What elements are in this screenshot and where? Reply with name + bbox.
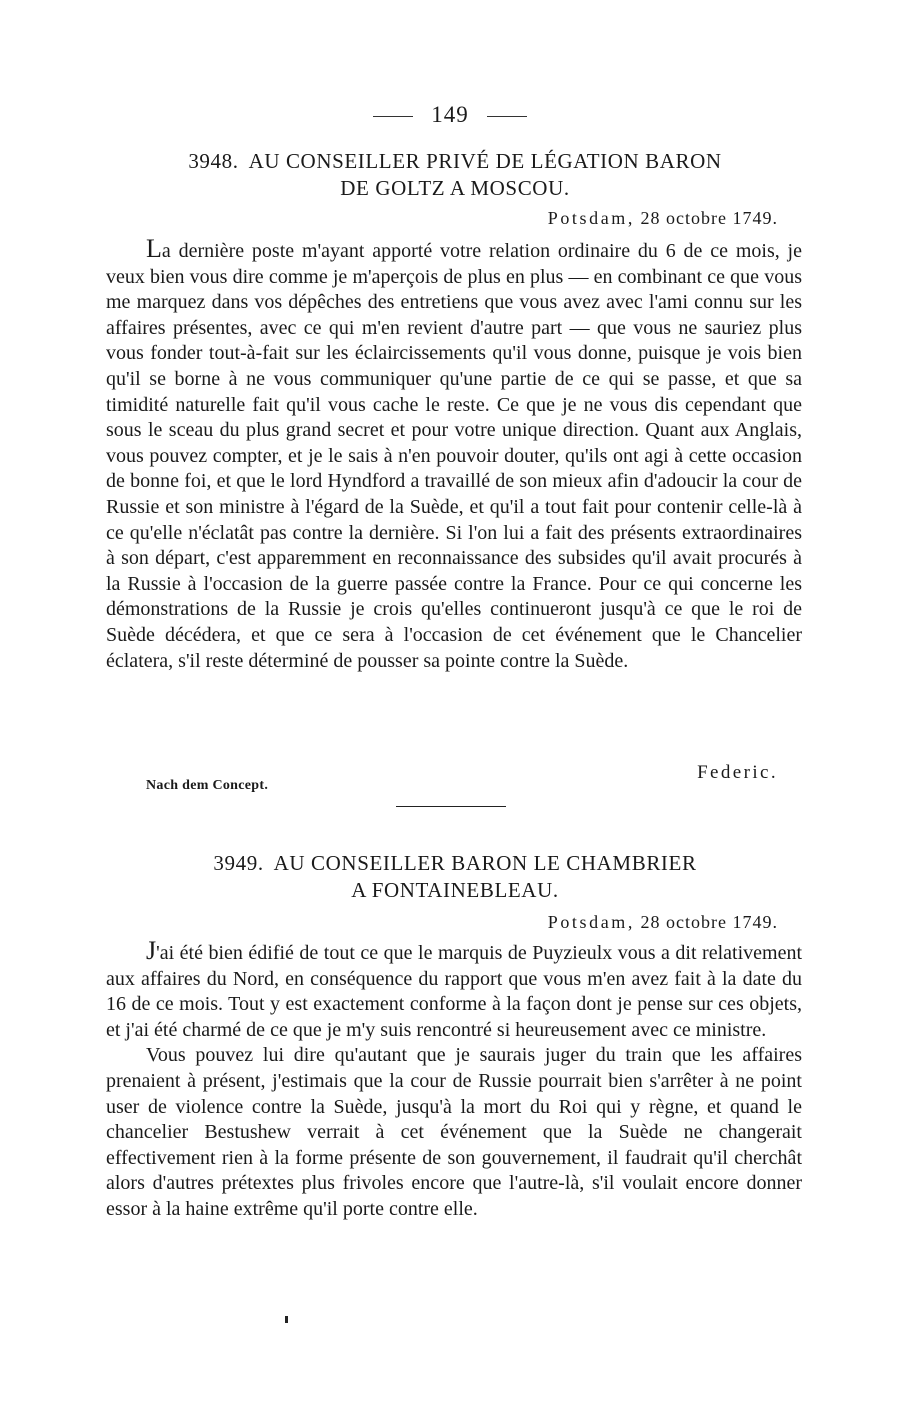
- section-divider: [396, 806, 506, 807]
- heading-line-2: A FONTAINEBLEAU.: [351, 878, 559, 902]
- dateline-date: 28 octobre 1749.: [640, 912, 778, 932]
- dateline: [548, 912, 778, 933]
- paragraph: [106, 236, 802, 674]
- initial-letter: J: [146, 936, 157, 965]
- dateline-place: Potsdam,: [547, 208, 636, 228]
- paragraph-text: a dernière poste m'ayant apporté votre relation ordinaire du 6 de ce mois, je veux bien vous dire comme je m'aperçois de plus en plus — en combinant ce que vous me marquez dans vos dépêches des entretiens que vous avez avec l'ami connu sur les affaires présentes, avec ce qui m'en revient d'autre part — que vous ne sauriez plus vous fonder tout-à-fait sur les éclaircissements qu'il vous donne, puisque je vois bien qu'il se borne à ne vous communiquer qu'une partie de ce qui se passe, et que sa timidité naturelle fait qu'il vous cache le reste. Ce que je ne vous dis cependant que sous le sceau du plus grand secret et pour votre unique direction. Quant aux Anglais, vous pouvez compter, et je le sais à n'en pouvoir douter, qu'ils ont agi à cette occasion de bonne foi, et que le lord Hyndford a travaillé de son mieux afin d'adoucir la cour de Russie et son ministre à l'égard de la Suède, et qu'il a tout fait pour contenir celle-là à ce qu'elle n'éclatât pas contre la dernière. Si l'on lui a fait des présents extraordinaires à son départ, c'est apparemment en reconnaissance des subsides qu'il avait procurés à la Russie à l'occasion de la guerre passée contre la France. Pour ce qui concerne les démonstrations de la Russie je crois qu'elles continueront jusqu'à ce que le roi de Suède décédera, et que ce sera à l'occasion de cet événement que le Chancelier éclatera, s'il reste déterminé de pousser sa pointe contre la Suède.: [106, 240, 802, 672]
- signature: Federic.: [697, 762, 778, 783]
- letter-body: [106, 938, 802, 1223]
- heading-text: AU CONSEILLER BARON LE CHAMBRIER: [273, 851, 697, 875]
- heading-line-1: [100, 850, 810, 877]
- letter-body: [106, 236, 802, 674]
- paragraph: Vous pouvez lui dire qu'autant que je saurais juger du train que les affaires prenaient à présent, j'estimais que la cour de Russie pourrait bien s'arrêter à ne point user de violence contre la Suède, jusqu'à la mort du Roi qui y règne, et quand le chancelier Bestushew verrait à cet événement que la Suède ne changerait effectivement rien à la forme présente de son gouvernement, il faudrait qu'il cherchât alors d'autres prétextes plus frivoles encore que l'autre-là, s'il voulait encore donner essor à la haine extrême qu'il porte contre elle.: [106, 1044, 802, 1220]
- dateline-place: Potsdam,: [547, 912, 636, 932]
- heading-text: AU CONSEILLER PRIVÉ DE LÉGATION BARON: [248, 149, 722, 173]
- letter-number: 3949.: [213, 851, 264, 875]
- folio-dash-right: [487, 116, 527, 117]
- ink-speck: [285, 1316, 288, 1323]
- paragraph-text: 'ai été bien édifié de tout ce que le marquis de Puyzieulx vous a dit relativement aux affaires du Nord, en conséquence du rapport que vous m'en avez fait à la date du 16 de ce mois. Tout y est exactement conforme à la façon dont je pense sur ces objets, et j'ai été charmé de ce que je m'y suis rencontré si heureusement avec ce ministre.: [106, 942, 802, 1041]
- dateline-date: 28 octobre 1749.: [640, 208, 778, 228]
- dateline: [548, 208, 778, 229]
- page-number-text: 149: [431, 102, 469, 127]
- letter-heading: [100, 850, 810, 904]
- initial-letter: L: [146, 234, 162, 263]
- folio-dash-left: [373, 116, 413, 117]
- source-note: Nach dem Concept.: [146, 778, 269, 793]
- page-number: [0, 102, 900, 128]
- heading-line-1: [100, 148, 810, 175]
- letter-heading: [100, 148, 810, 202]
- paragraph: [106, 938, 802, 1043]
- heading-line-2: DE GOLTZ A MOSCOU.: [340, 176, 570, 200]
- letter-number: 3948.: [188, 149, 239, 173]
